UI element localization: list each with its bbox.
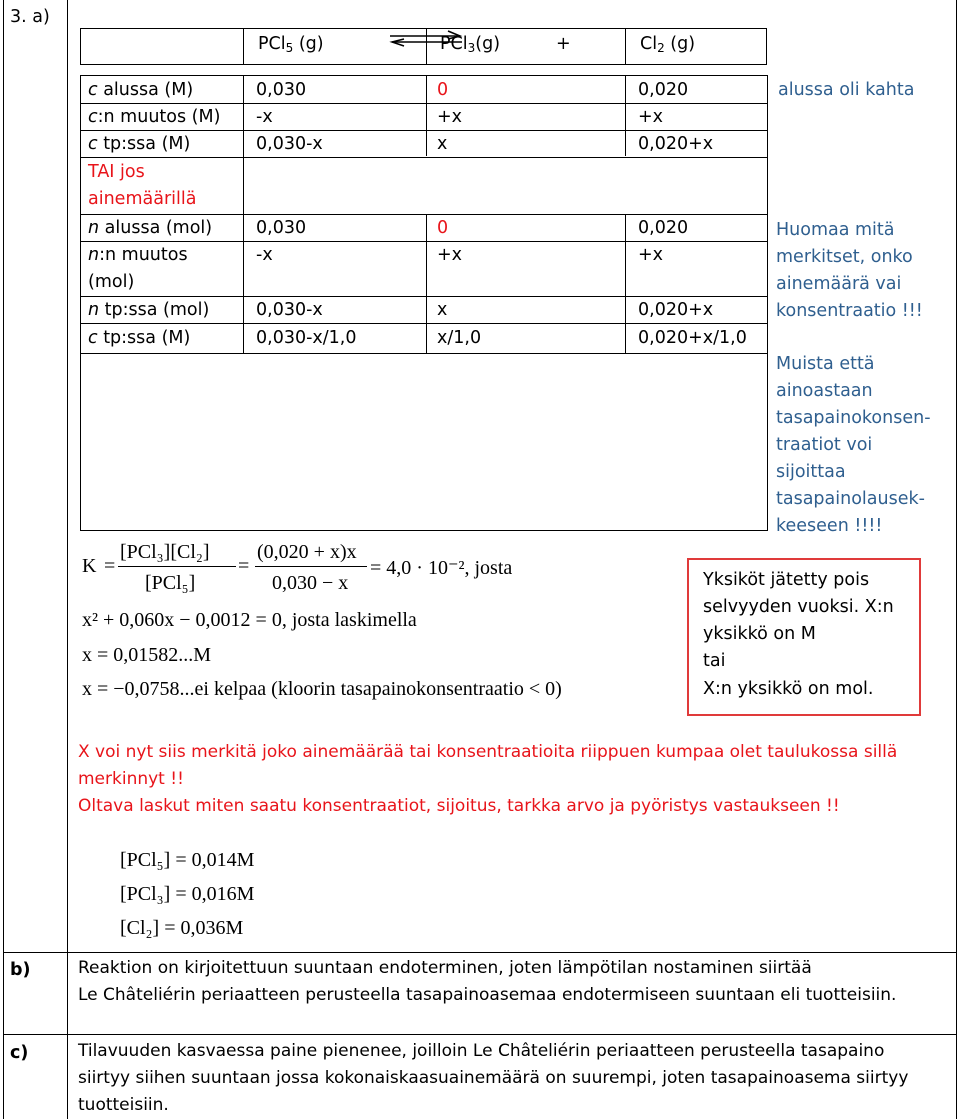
row-label-tai: TAI jos <box>88 162 145 182</box>
note-muista-3: tasapainokonsen- <box>776 408 931 428</box>
table-cell: 0,020 <box>638 218 689 238</box>
table-cell: +x <box>638 107 664 127</box>
part-c-line-1: Tilavuuden kasvaessa paine pienenee, joilloin Le Châteliérin periaatteen perusteella tasapaino <box>78 1041 885 1061</box>
row-label: c tp:ssa (M) <box>88 134 191 154</box>
table-header-empty <box>80 28 244 65</box>
fraction-numerator-1: [PCl₃][Cl₂] <box>120 541 210 563</box>
note-muista-6: tasapainolausek- <box>776 489 925 509</box>
table-cell: 0,020 <box>638 80 689 100</box>
col-line-2b <box>426 214 427 354</box>
table-cell: x <box>437 300 448 320</box>
table-cell: 0,020+x <box>638 300 714 320</box>
answer-pcl5: [PCl₅] = 0,014M <box>120 849 255 871</box>
table-cell: -x <box>256 107 273 127</box>
table-cell: 0,020+x/1,0 <box>638 328 747 348</box>
units-note-line: yksikkö on M <box>703 624 816 644</box>
table-cell: x/1,0 <box>437 328 482 348</box>
red-note-1: X voi nyt siis merkitä joko ainemäärää tai konsentraatioita riippuen kumpaa olet taulukossa sillä <box>78 742 898 762</box>
quadratic-equation: x² + 0,060x − 0,0012 = 0, josta laskimella <box>82 609 417 631</box>
col-line-2 <box>426 75 427 156</box>
table-cell: 0 <box>437 80 449 100</box>
section-a-label: 3. a) <box>10 7 50 27</box>
col-line-1 <box>243 75 244 237</box>
note-alussa: alussa oli kahta <box>778 80 915 100</box>
table-cell: 0 <box>437 218 449 238</box>
table-cell: 0,030-x/1,0 <box>256 328 357 348</box>
fraction-denominator-2: 0,030 − x <box>272 572 349 594</box>
row-label: n tp:ssa (mol) <box>88 300 210 320</box>
col-line-3b <box>625 214 626 354</box>
units-note-line: tai <box>703 651 726 671</box>
table-cell: 0,030 <box>256 218 307 238</box>
table-cell: 0,030-x <box>256 300 323 320</box>
note-huomaa-3: ainemäärä vai <box>776 274 902 294</box>
product1-formula: PCl$_3$(g) <box>440 34 501 55</box>
fraction-numerator-2: (0,020 + x)x <box>257 541 357 563</box>
equals-2: = <box>238 555 250 577</box>
row-label: c tp:ssa (M) <box>88 328 191 348</box>
fraction-bar-2 <box>255 566 367 567</box>
note-muista-5: sijoittaa <box>776 462 846 482</box>
table-cell: +x <box>437 245 463 265</box>
col-line-3 <box>625 75 626 156</box>
units-note-line: selvyyden vuoksi. X:n <box>703 597 894 617</box>
plus-sign: + <box>556 34 571 54</box>
units-note-line: Yksiköt jätetty pois <box>703 570 870 590</box>
table-cell: 0,030 <box>256 80 307 100</box>
note-huomaa-4: konsentraatio !!! <box>776 301 923 321</box>
part-b-line-2: Le Châteliérin periaatteen perusteella tasapainoasemaa endotermiseen suuntaan eli tuotteisiin. <box>78 985 897 1005</box>
table-cell: +x <box>638 245 664 265</box>
col-line-1b <box>243 214 244 354</box>
row-label: c:n muutos (M) <box>88 107 221 127</box>
red-note-2: merkinnyt !! <box>78 769 184 789</box>
note-muista-2: ainoastaan <box>776 381 873 401</box>
part-c-line-2: siirtyy siihen suuntaan jossa kokonaiskaasuainemäärä on suurempi, joten tasapainoasema siirtyy <box>78 1068 909 1088</box>
answer-pcl3: [PCl₃] = 0,016M <box>120 883 255 905</box>
reactant-formula: PCl$_5$ (g) <box>258 34 324 55</box>
part-c-line-3: tuotteisiin. <box>78 1095 169 1115</box>
table-cell: x <box>437 134 448 154</box>
red-note-3: Oltava laskut miten saatu konsentraatiot, sijoitus, tarkka arvo ja pyöristys vastaukseen !! <box>78 796 840 816</box>
solution-1: x = 0,01582...M <box>82 644 212 666</box>
k-symbol: K <box>82 555 97 577</box>
row-label: c alussa (M) <box>88 80 194 100</box>
note-huomaa-1: Huomaa mitä <box>776 220 895 240</box>
answer-cl2: [Cl₂] = 0,036M <box>120 917 244 939</box>
row-line-8 <box>80 353 768 354</box>
fraction-bar-1 <box>118 566 236 567</box>
table-cell: +x <box>437 107 463 127</box>
row-label: n alussa (mol) <box>88 218 213 238</box>
product2-formula: $Cl_2$ (g) <box>640 34 696 55</box>
row-label-tai-2: ainemäärillä <box>88 189 197 209</box>
note-huomaa-2: merkitset, onko <box>776 247 913 267</box>
note-muista-7: keeseen !!!! <box>776 516 883 536</box>
units-note-line: X:n yksikkö on mol. <box>703 679 874 699</box>
table-cell: 0,030-x <box>256 134 323 154</box>
table-cell: -x <box>256 245 273 265</box>
solution-2: x = −0,0758...ei kelpaa (kloorin tasapainokonsentraatio < 0) <box>82 678 562 700</box>
divider-c <box>3 1034 957 1035</box>
note-muista-4: traatiot voi <box>776 435 873 455</box>
table-cell: 0,020+x <box>638 134 714 154</box>
section-b-label: b) <box>10 960 31 980</box>
equals-1: = <box>104 555 116 577</box>
row-label: n:n muutos <box>88 245 188 265</box>
row-label-line2: (mol) <box>88 272 135 292</box>
note-muista-1: Muista että <box>776 354 875 374</box>
fraction-denominator-1: [PCl₅] <box>145 572 196 594</box>
part-b-line-1: Reaktion on kirjoitettuun suuntaan endoterminen, joten lämpötilan nostaminen siirtää <box>78 958 812 978</box>
k-result: = 4,0 · 10⁻², josta <box>370 557 513 579</box>
divider-b <box>3 952 957 953</box>
section-c-label: c) <box>10 1043 29 1063</box>
